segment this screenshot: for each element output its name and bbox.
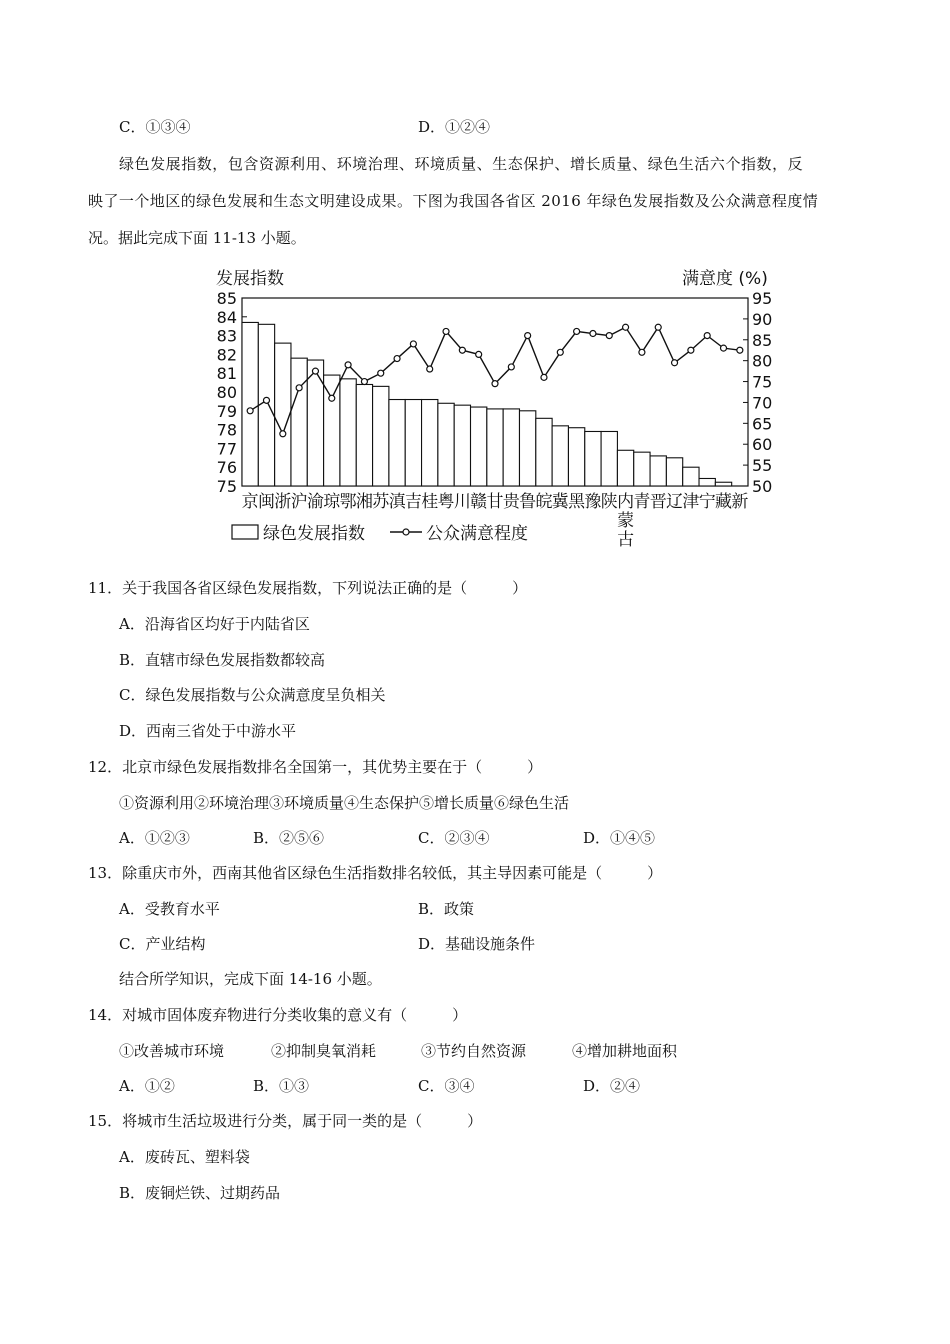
q12-option-d: D．①④⑤ — [583, 829, 656, 847]
x-tick-label: 鄂 — [339, 492, 357, 512]
satisfaction-point-1 — [263, 397, 269, 403]
bar-19 — [552, 426, 568, 486]
q11-option-b: B．直辖市绿色发展指数都较高 — [119, 651, 326, 669]
x-tick-label: 内蒙古 — [617, 492, 635, 550]
chart-y2-label: 满意度 (%) — [682, 269, 768, 289]
satisfaction-point-7 — [361, 379, 367, 385]
bar-22 — [601, 431, 617, 486]
x-tick-label: 冀 — [551, 492, 569, 512]
legend-bar-label: 绿色发展指数 — [263, 524, 365, 544]
x-tick-label: 甘 — [486, 492, 504, 512]
satisfaction-point-19 — [557, 349, 563, 355]
q13-option-c: C．产业结构 — [119, 935, 206, 953]
y-tick-label: 81 — [216, 364, 237, 384]
intro-line-1: 绿色发展指数，包含资源利用、环境治理、环境质量、生态保护、增长质量、绿色生活六个指数，反 — [119, 155, 804, 173]
q12-option-a: A．①②③ — [119, 829, 190, 847]
bar-0 — [242, 322, 258, 486]
q15-stem: 15．将城市生活垃圾进行分类，属于同一类的是（ ） — [88, 1112, 483, 1130]
y-tick-label: 76 — [216, 458, 237, 478]
satisfaction-point-24 — [639, 349, 645, 355]
y2-tick-label: 50 — [752, 477, 773, 496]
y-tick-label: 78 — [216, 420, 237, 440]
green-development-chart — [200, 262, 790, 552]
legend-bar-swatch — [232, 525, 258, 539]
y2-tick-label: 55 — [752, 456, 773, 476]
x-tick-label: 黑 — [568, 492, 586, 512]
q14-item-1: ①改善城市环境 — [119, 1042, 225, 1060]
bar-9 — [389, 400, 405, 486]
y2-tick-label: 60 — [752, 435, 773, 455]
x-tick-label: 浙 — [274, 492, 292, 512]
satisfaction-point-4 — [312, 368, 318, 374]
x-tick-label: 琼 — [323, 492, 341, 512]
legend-line-label: 公众满意程度 — [426, 524, 528, 544]
satisfaction-point-29 — [721, 345, 727, 351]
x-tick-label: 苏 — [372, 492, 390, 512]
intro-14-16: 结合所学知识，完成下面 14-16 小题。 — [119, 970, 382, 988]
x-tick-label: 川 — [453, 492, 471, 512]
bar-11 — [422, 400, 438, 486]
satisfaction-point-9 — [394, 356, 400, 362]
bar-5 — [324, 375, 340, 486]
satisfaction-point-23 — [623, 324, 629, 330]
satisfaction-point-17 — [525, 333, 531, 339]
y2-tick-label: 65 — [752, 414, 773, 434]
q11-stem: 11．关于我国各省区绿色发展指数，下列说法正确的是（ ） — [88, 579, 528, 597]
prev-option-d: D．①②④ — [418, 118, 491, 136]
bar-4 — [307, 360, 323, 486]
q12-option-b: B．②⑤⑥ — [253, 829, 325, 847]
y-tick-label: 83 — [216, 326, 237, 346]
satisfaction-point-11 — [427, 366, 433, 372]
y-tick-label: 75 — [216, 477, 237, 496]
bar-1 — [258, 324, 274, 486]
x-tick-label: 豫 — [584, 492, 602, 512]
q13-option-a: A．受教育水平 — [119, 900, 220, 918]
q11-option-d: D．西南三省处于中游水平 — [119, 722, 297, 740]
y2-tick-label: 75 — [752, 372, 773, 392]
y2-tick-label: 85 — [752, 330, 773, 350]
x-tick-label: 闽 — [257, 492, 275, 512]
q13-option-d: D．基础设施条件 — [418, 935, 536, 953]
x-tick-label: 粤 — [437, 492, 455, 512]
x-tick-label: 滇 — [388, 492, 406, 512]
bar-17 — [519, 411, 535, 486]
bar-2 — [275, 343, 291, 486]
x-tick-label: 陕 — [600, 492, 618, 512]
bar-21 — [585, 431, 601, 486]
x-tick-label: 渝 — [306, 492, 324, 512]
satisfaction-point-13 — [459, 347, 465, 353]
bar-27 — [683, 467, 699, 486]
satisfaction-point-3 — [296, 385, 302, 391]
x-tick-label: 皖 — [535, 492, 553, 512]
y-tick-label: 82 — [216, 345, 237, 365]
satisfaction-point-27 — [688, 347, 694, 353]
bar-26 — [666, 458, 682, 486]
intro-line-2: 映了一个地区的绿色发展和生态文明建设成果。下图为我国各省区 2016 年绿色发展指数及公众满意程度情 — [88, 192, 819, 210]
q11-option-c: C．绿色发展指数与公众满意度呈负相关 — [119, 686, 386, 704]
bar-24 — [634, 452, 650, 486]
q14-option-d: D．②④ — [583, 1077, 641, 1095]
q11-option-a: A．沿海省区均好于内陆省区 — [119, 615, 310, 633]
chart-y-label: 发展指数 — [216, 269, 284, 289]
bar-10 — [405, 400, 421, 486]
q14-option-c: C．③④ — [418, 1077, 475, 1095]
x-tick-label: 藏 — [715, 492, 733, 512]
y-tick-label: 84 — [216, 307, 237, 327]
satisfaction-point-28 — [704, 333, 710, 339]
bar-14 — [471, 407, 487, 486]
q14-option-b: B．①③ — [253, 1077, 310, 1095]
satisfaction-point-18 — [541, 374, 547, 380]
x-tick-label: 辽 — [666, 492, 684, 512]
x-tick-label: 鲁 — [519, 492, 537, 512]
satisfaction-point-15 — [492, 381, 498, 387]
q15-option-b: B．废铜烂铁、过期药品 — [119, 1184, 281, 1202]
satisfaction-point-14 — [476, 351, 482, 357]
bar-6 — [340, 379, 356, 486]
q14-stem: 14．对城市固体废弃物进行分类收集的意义有（ ） — [88, 1006, 468, 1024]
satisfaction-point-21 — [590, 331, 596, 337]
satisfaction-point-12 — [443, 328, 449, 334]
bar-18 — [536, 418, 552, 486]
q12-stem: 12．北京市绿色发展指数排名全国第一，其优势主要在于（ ） — [88, 758, 543, 776]
x-tick-label: 晋 — [649, 492, 667, 512]
q14-item-4: ④增加耕地面积 — [572, 1042, 678, 1060]
bar-29 — [715, 482, 731, 486]
satisfaction-point-20 — [574, 328, 580, 334]
satisfaction-point-0 — [247, 408, 253, 414]
x-tick-label: 宁 — [698, 492, 716, 512]
x-tick-label: 湘 — [355, 492, 373, 512]
satisfaction-point-10 — [410, 341, 416, 347]
q13-stem: 13．除重庆市外，西南其他省区绿色生活指数排名较低，其主导因素可能是（ ） — [88, 864, 663, 882]
y-tick-label: 79 — [216, 401, 237, 421]
satisfaction-point-22 — [606, 333, 612, 339]
q14-item-2: ②抑制臭氧消耗 — [271, 1042, 377, 1060]
bar-13 — [454, 405, 470, 486]
x-tick-label: 赣 — [470, 492, 488, 512]
satisfaction-point-16 — [508, 364, 514, 370]
bar-25 — [650, 456, 666, 486]
satisfaction-point-25 — [655, 324, 661, 330]
bar-16 — [503, 409, 519, 486]
x-tick-label: 津 — [682, 492, 700, 512]
q13-option-b: B．政策 — [418, 900, 475, 918]
q14-item-3: ③节约自然资源 — [421, 1042, 527, 1060]
q14-option-a: A．①② — [119, 1077, 175, 1095]
bar-7 — [356, 384, 372, 486]
y2-tick-label: 70 — [752, 393, 773, 413]
intro-line-3: 况。据此完成下面 11-13 小题。 — [88, 229, 306, 247]
bar-15 — [487, 409, 503, 486]
satisfaction-point-2 — [280, 431, 286, 437]
x-tick-label: 吉 — [404, 492, 422, 512]
prev-option-c: C．①③④ — [119, 118, 191, 136]
satisfaction-point-8 — [378, 370, 384, 376]
y-tick-label: 77 — [216, 439, 237, 459]
y-tick-label: 80 — [216, 383, 237, 402]
bar-12 — [438, 403, 454, 486]
x-tick-label: 新 — [731, 492, 749, 512]
bar-3 — [291, 358, 307, 486]
satisfaction-point-6 — [345, 362, 351, 368]
q15-option-a: A．废砖瓦、塑料袋 — [119, 1148, 250, 1166]
bar-8 — [373, 386, 389, 486]
y-tick-label: 85 — [216, 289, 237, 308]
bar-20 — [568, 428, 584, 486]
bar-23 — [617, 450, 633, 486]
x-tick-label: 贵 — [502, 492, 520, 512]
q12-items: ①资源利用②环境治理③环境质量④生态保护⑤增长质量⑥绿色生活 — [119, 794, 570, 812]
x-tick-label: 沪 — [290, 492, 308, 512]
bar-28 — [699, 478, 715, 486]
y2-tick-label: 80 — [752, 351, 773, 371]
q12-option-c: C．②③④ — [418, 829, 490, 847]
satisfaction-point-30 — [737, 347, 743, 353]
satisfaction-point-5 — [329, 395, 335, 401]
y2-tick-label: 95 — [752, 289, 773, 308]
x-tick-label: 桂 — [421, 492, 439, 512]
legend-line-marker — [403, 529, 409, 535]
x-tick-label: 青 — [633, 492, 651, 512]
satisfaction-point-26 — [672, 360, 678, 366]
x-tick-label: 京 — [241, 492, 259, 512]
y2-tick-label: 90 — [752, 309, 773, 329]
